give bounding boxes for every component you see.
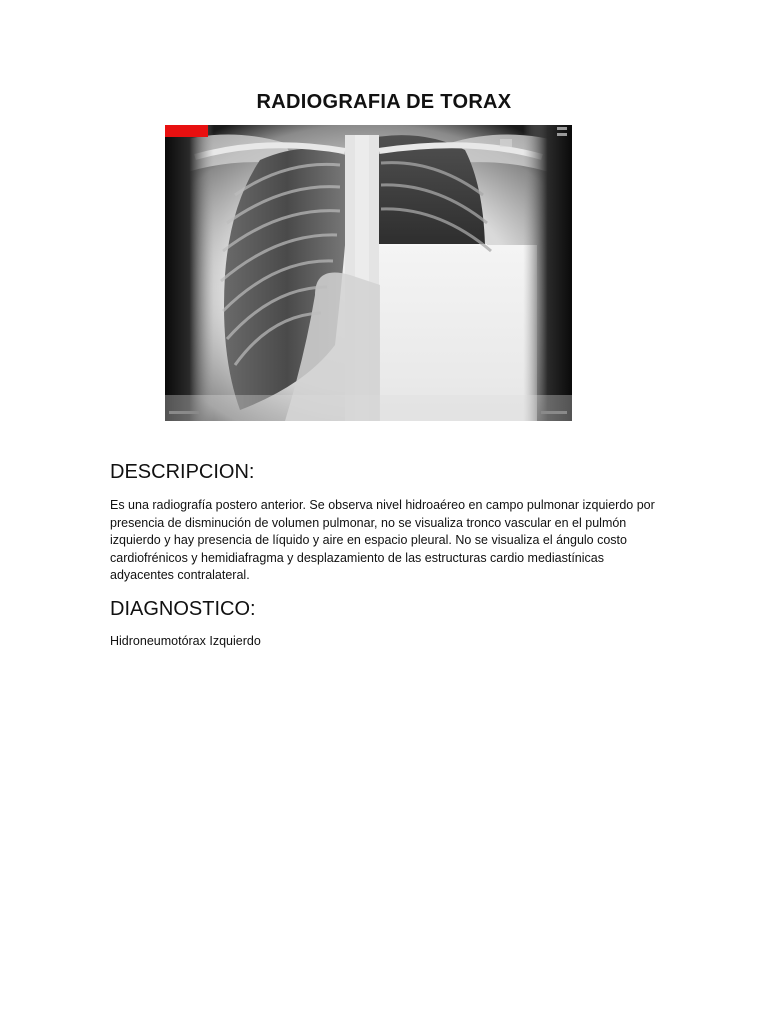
description-text: Es una radiografía postero anterior. Se observa nivel hidroaéreo en campo pulmonar izquierdo por presencia de disminución de volumen pulmonar, no se visualiza tronco vascular en el pulmón izquierdo y hay presencia de líquido y aire en espacio pleural. No se visualiza el ángulo costo cardiofrénicos y hemidiafragma y desplazamiento de las estructuras cardio mediastínicas adyacentes contralateral. — [110, 498, 655, 583]
chest-xray-graphic — [165, 125, 572, 421]
chest-xray-image — [165, 125, 572, 421]
diagnosis-heading: DIAGNOSTICO: — [110, 598, 256, 620]
diagnosis-text: Hidroneumotórax Izquierdo — [110, 634, 261, 648]
page-title: RADIOGRAFIA DE TORAX — [256, 91, 512, 113]
description-heading: DESCRIPCION: — [110, 461, 255, 483]
